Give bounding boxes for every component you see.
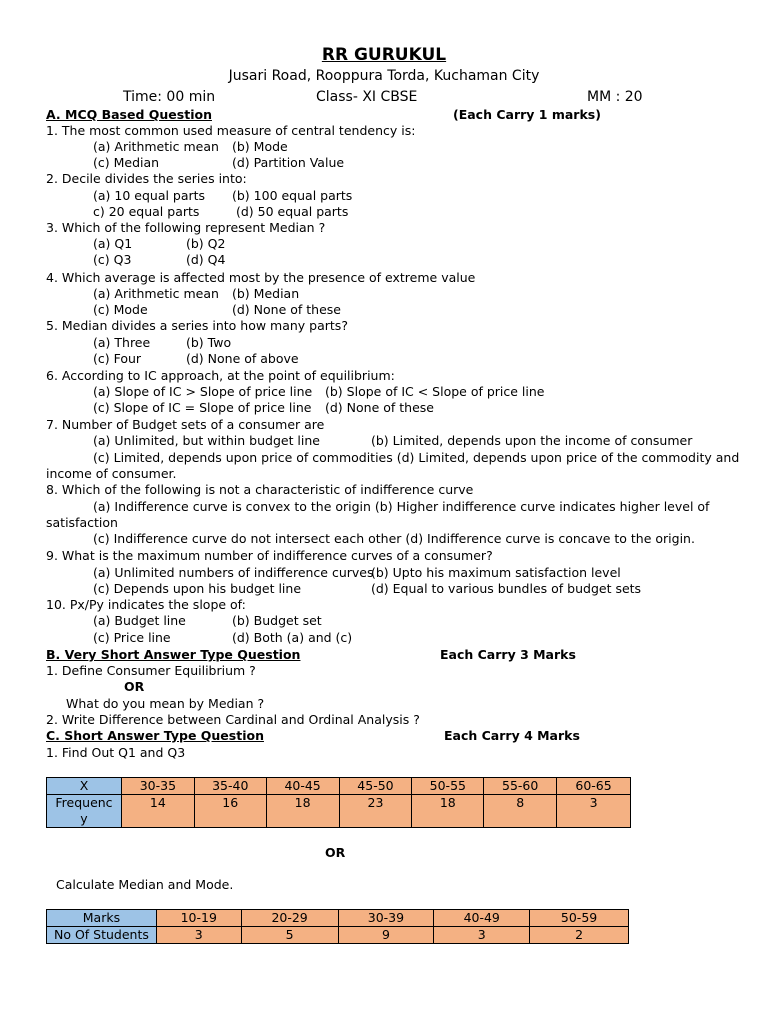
option-5c: (c) Four xyxy=(93,351,142,366)
option-8ab: (a) Indifference curve is convex to the origin (b) Higher indifference curve indicates higher level of xyxy=(93,499,710,514)
section-b-title: B. Very Short Answer Type Question xyxy=(46,647,301,662)
table-cell: 2 xyxy=(530,927,629,944)
or-label: OR xyxy=(124,679,145,694)
question-8: 8. Which of the following is not a characteristic of indifference curve xyxy=(46,482,474,497)
question-4: 4. Which average is affected most by the presence of extreme value xyxy=(46,270,476,285)
marks-table xyxy=(46,909,629,944)
section-a-title: A. MCQ Based Question xyxy=(46,107,212,122)
option-2c: c) 20 equal parts xyxy=(93,204,200,219)
exam-class: Class- XI CBSE xyxy=(316,89,418,105)
option-1d: (d) Partition Value xyxy=(232,155,345,170)
option-9b: (b) Upto his maximum satisfaction level xyxy=(371,565,621,580)
exam-time: Time: 00 min xyxy=(123,89,216,105)
row-label-line-2: y xyxy=(80,811,88,826)
option-1a: (a) Arithmetic mean xyxy=(93,139,219,154)
table-header-cell: X xyxy=(47,778,122,795)
table-row xyxy=(47,927,629,944)
question-c1: 1. Find Out Q1 and Q3 xyxy=(46,745,186,760)
option-4d: (d) None of these xyxy=(232,302,341,317)
option-4c: (c) Mode xyxy=(93,302,148,317)
table-cell: 18 xyxy=(412,795,484,828)
table-cell: 8 xyxy=(484,795,557,828)
question-c1-alt: Calculate Median and Mode. xyxy=(56,877,234,892)
or-label-c: OR xyxy=(325,845,346,860)
table-cell: 5 xyxy=(241,927,338,944)
section-a-note: (Each Carry 1 marks) xyxy=(453,107,601,122)
table-header-cell: 50-59 xyxy=(530,910,629,927)
option-4b: (b) Median xyxy=(232,286,300,301)
table-header-cell: 40-49 xyxy=(434,910,530,927)
option-8cd: (c) Indifference curve do not intersect each other (d) Indifference curve is concave to the origin. xyxy=(93,531,695,546)
max-marks: MM : 20 xyxy=(587,89,643,105)
option-3b: (b) Q2 xyxy=(186,236,226,251)
option-6d: (d) None of these xyxy=(325,400,434,415)
option-5a: (a) Three xyxy=(93,335,151,350)
option-6c: (c) Slope of IC = Slope of price line xyxy=(93,400,312,415)
option-3c: (c) Q3 xyxy=(93,252,132,267)
table-cell: 16 xyxy=(194,795,266,828)
section-c-title: C. Short Answer Type Question xyxy=(46,728,264,743)
table-header-cell: 30-35 xyxy=(121,778,194,795)
option-5d: (d) None of above xyxy=(186,351,299,366)
option-2a: (a) 10 equal parts xyxy=(93,188,206,203)
table-cell: 14 xyxy=(121,795,194,828)
option-10a: (a) Budget line xyxy=(93,613,186,628)
short-question-1-alt: What do you mean by Median ? xyxy=(66,696,265,711)
option-6b: (b) Slope of IC < Slope of price line xyxy=(325,384,545,399)
short-question-1: 1. Define Consumer Equilibrium ? xyxy=(46,663,256,678)
table-header-cell: Marks xyxy=(47,910,157,927)
option-10d: (d) Both (a) and (c) xyxy=(232,630,353,645)
question-2: 2. Decile divides the series into: xyxy=(46,171,247,186)
quartile-table xyxy=(46,777,631,828)
option-3d: (d) Q4 xyxy=(186,252,226,267)
option-3a: (a) Q1 xyxy=(93,236,133,251)
option-4a: (a) Arithmetic mean xyxy=(93,286,219,301)
question-7: 7. Number of Budget sets of a consumer are xyxy=(46,417,325,432)
school-address: Jusari Road, Rooppura Torda, Kuchaman City xyxy=(228,68,540,84)
table-cell: 3 xyxy=(557,795,631,828)
question-10: 10. Px/Py indicates the slope of: xyxy=(46,597,246,612)
table-row-label: No Of Students xyxy=(47,927,157,944)
table-header-cell: 35-40 xyxy=(194,778,266,795)
table-row xyxy=(47,778,631,795)
table-header-cell: 20-29 xyxy=(241,910,338,927)
table-cell: 3 xyxy=(434,927,530,944)
table-cell: 18 xyxy=(266,795,339,828)
section-c-note: Each Carry 4 Marks xyxy=(444,728,580,743)
table-row xyxy=(47,910,629,927)
question-9: 9. What is the maximum number of indifference curves of a consumer? xyxy=(46,548,493,563)
table-header-cell: 10-19 xyxy=(156,910,241,927)
table-header-cell: 45-50 xyxy=(339,778,412,795)
option-6a: (a) Slope of IC > Slope of price line xyxy=(93,384,313,399)
table-header-cell: 30-39 xyxy=(338,910,434,927)
option-10c: (c) Price line xyxy=(93,630,171,645)
option-7a: (a) Unlimited, but within budget line xyxy=(93,433,320,448)
option-1c: (c) Median xyxy=(93,155,160,170)
option-10b: (b) Budget set xyxy=(232,613,322,628)
question-6: 6. According to IC approach, at the point of equilibrium: xyxy=(46,368,395,383)
table-cell: 9 xyxy=(338,927,434,944)
option-2d: (d) 50 equal parts xyxy=(236,204,349,219)
option-7cd: (c) Limited, depends upon price of commodities (d) Limited, depends upon price of the commodity and xyxy=(93,450,740,465)
option-9c: (c) Depends upon his budget line xyxy=(93,581,302,596)
option-7-continuation: income of consumer. xyxy=(46,466,177,481)
school-title: RR GURUKUL xyxy=(321,45,447,65)
option-9a: (a) Unlimited numbers of indifference curves xyxy=(93,565,374,580)
option-1b: (b) Mode xyxy=(232,139,288,154)
option-7b: (b) Limited, depends upon the income of consumer xyxy=(371,433,693,448)
short-question-2: 2. Write Difference between Cardinal and Ordinal Analysis ? xyxy=(46,712,420,727)
table-cell: 23 xyxy=(339,795,412,828)
option-8-continuation: satisfaction xyxy=(46,515,118,530)
question-5: 5. Median divides a series into how many parts? xyxy=(46,318,348,333)
table-row-label xyxy=(47,795,122,828)
row-label-line-1: Frequenc xyxy=(55,795,113,810)
table-header-cell: 60-65 xyxy=(557,778,631,795)
section-b-note: Each Carry 3 Marks xyxy=(440,647,576,662)
table-header-cell: 40-45 xyxy=(266,778,339,795)
question-1: 1. The most common used measure of central tendency is: xyxy=(46,123,416,138)
option-2b: (b) 100 equal parts xyxy=(232,188,353,203)
question-3: 3. Which of the following represent Median ? xyxy=(46,220,326,235)
table-header-cell: 50-55 xyxy=(412,778,484,795)
table-header-cell: 55-60 xyxy=(484,778,557,795)
table-row xyxy=(47,795,631,828)
table-cell: 3 xyxy=(156,927,241,944)
option-5b: (b) Two xyxy=(186,335,232,350)
option-9d: (d) Equal to various bundles of budget sets xyxy=(371,581,642,596)
